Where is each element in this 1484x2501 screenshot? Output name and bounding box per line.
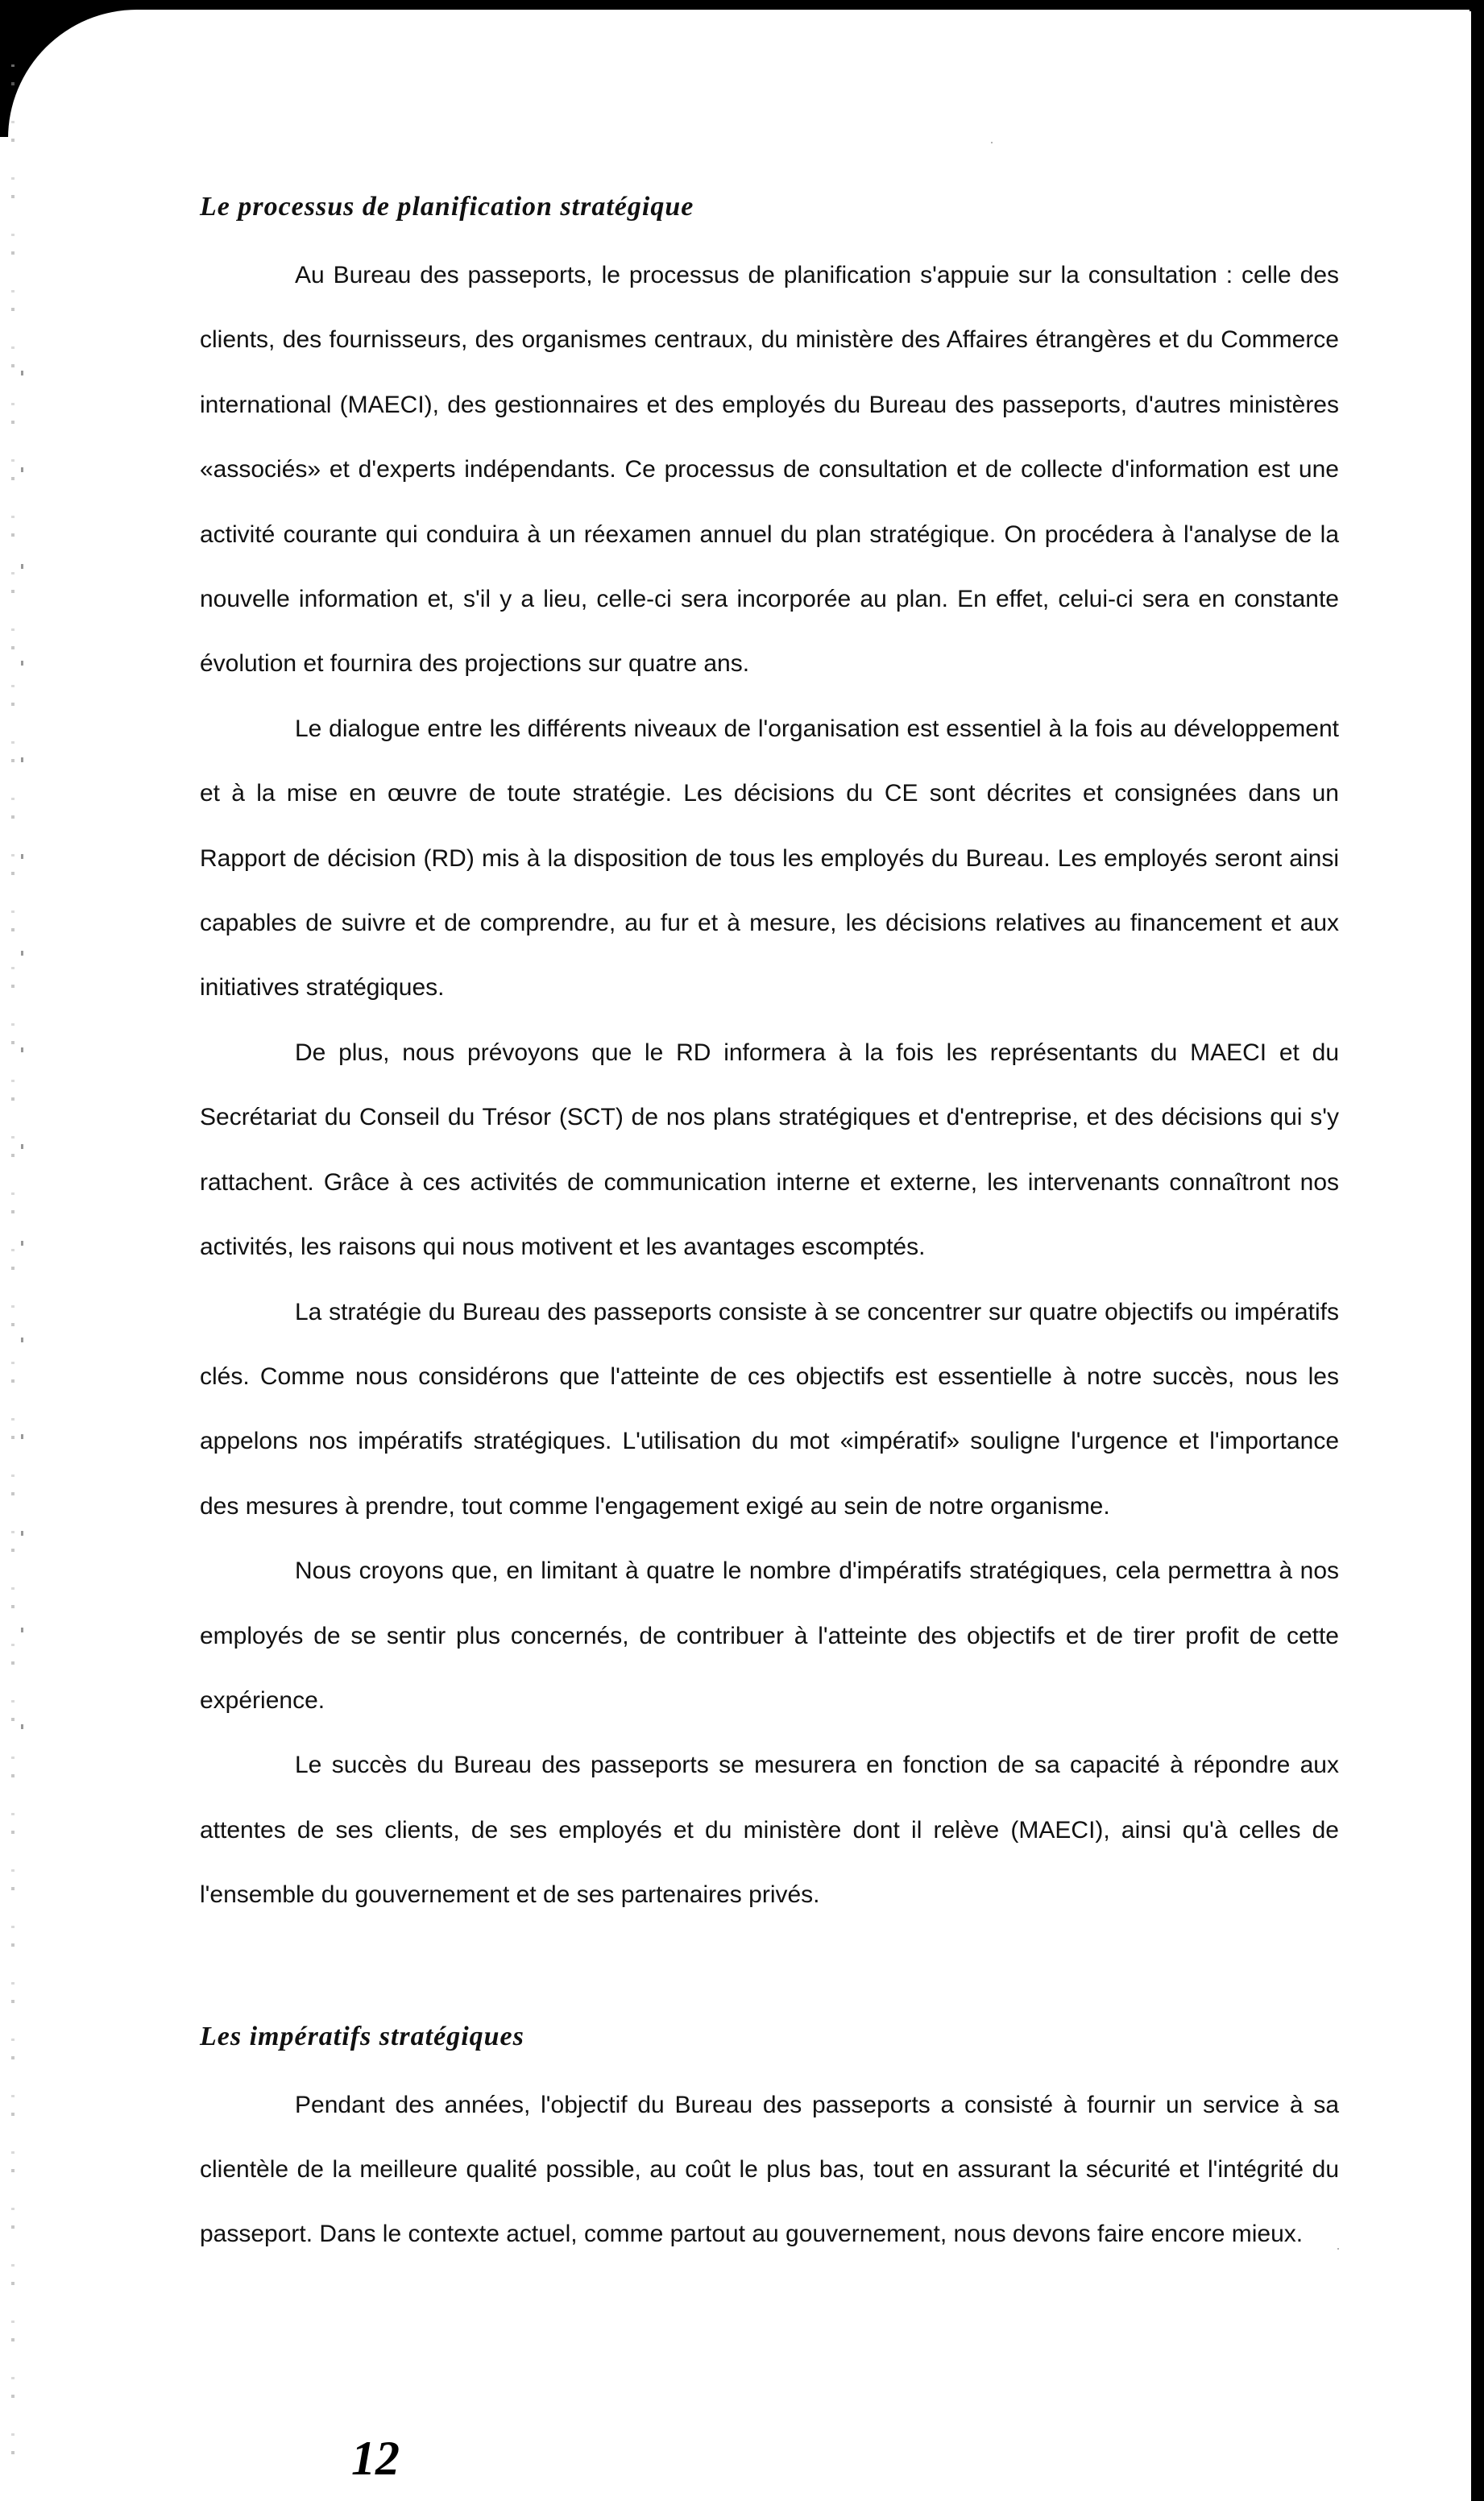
section-strategic-imperatives <box>200 2017 1339 2267</box>
paragraph: La stratégie du Bureau des passeports consiste à se concentrer sur quatre objectifs ou impératifs clés. Comme nous considérons que l'atteinte de ces objectifs est essentielle à notre succès, nous les appelons nos impératifs stratégiques. L'utilisation du mot «impératif» souligne l'urgence et l'importance des mesures à prendre, tout comme l'engagement exigé au sein de notre organisme. <box>200 1298 1339 1520</box>
section-title: Les impératifs stratégiques <box>200 2021 524 2051</box>
page-number: 12 <box>351 2432 400 2485</box>
binding-marks-secondary <box>21 371 23 1740</box>
paragraph: Au Bureau des passeports, le processus de planification s'appuie sur la consultation : celle des clients, des fournisseurs, des organismes centraux, du ministère des Affaires étrangères et du Commerce international (MAECI), des gestionnaires et des employés du Bureau des passeports, d'autres ministères «associés» et d'experts indépendants. Ce processus de consultation et de collecte d'information est une activité courante qui conduira à un réexamen annuel du plan stratégique. On procédera à l'analyse de la nouvelle information et, s'il y a lieu, celle-ci sera incorporée au plan. En effet, celui-ci sera en constante évolution et fournira des projections sur quatre ans. <box>200 262 1339 678</box>
paragraph: Le dialogue entre les différents niveaux de l'organisation est essentiel à la fois au développement et à la mise en œuvre de toute stratégie. Les décisions du CE sont décrites et consignées dans un Rapport de décision (RD) mis à la disposition de tous les employés du Bureau. Les employés seront ainsi capables de suivre et de comprendre, au fur et à mesure, les décisions relatives au financement et aux initiatives stratégiques. <box>200 715 1339 1002</box>
paragraph: Nous croyons que, en limitant à quatre le nombre d'impératifs stratégiques, cela permettra à nos employés de se sentir plus concernés, de contribuer à l'atteinte des objectifs et de tirer profit de cette expérience. <box>200 1557 1339 1714</box>
paragraph: Pendant des années, l'objectif du Bureau des passeports a consisté à fournir un service à sa clientèle de la meilleure qualité possible, au coût le plus bas, tout en assurant la sécurité et l'intégrité du passeport. Dans le contexte actuel, comme partout au gouvernement, nous devons faire encore mieux. <box>200 2091 1339 2248</box>
section-title: Le processus de planification stratégique <box>200 192 694 222</box>
paragraph: De plus, nous prévoyons que le RD informera à la fois les représentants du MAECI et du Secrétariat du Conseil du Trésor (SCT) de nos plans stratégiques et d'entreprise, et des décisions qui s'y rattachent. Grâce à ces activités de communication interne et externe, les intervenants connaîtront nos activités, les raisons qui nous motivent et les avantages escomptés. <box>200 1039 1339 1261</box>
document-body <box>200 187 1339 2267</box>
paragraph: Le succès du Bureau des passeports se mesurera en fonction de sa capacité à répondre aux attentes de ses clients, de ses employés et du ministère dont il relève (MAECI), ainsi qu'à celles de l'ensemble du gouvernement et de ses partenaires privés. <box>200 1752 1339 1909</box>
scan-border-right <box>1471 0 1484 2501</box>
scan-speck <box>991 142 993 143</box>
binding-marks <box>11 64 15 2466</box>
section-strategic-planning-process <box>200 187 1339 1928</box>
